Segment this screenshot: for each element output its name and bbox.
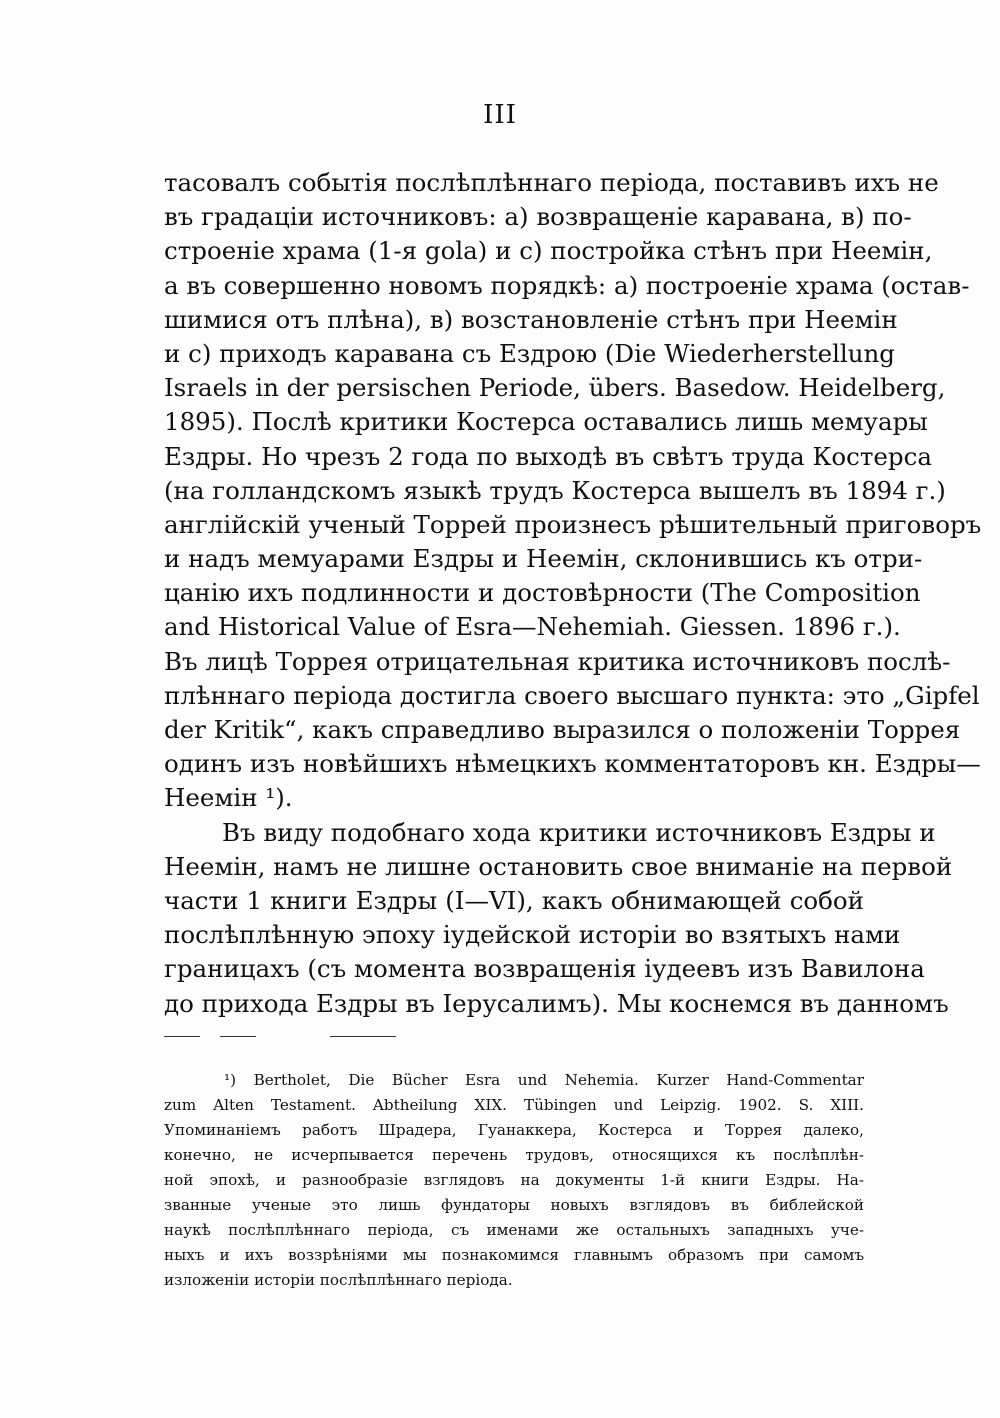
footnote-line: званные ученые это лишь фундаторы новыхъ взглядовъ въ библейской xyxy=(164,1196,864,1214)
footnote-line: наукѣ послѣплѣннаго періода, съ именами же остальныхъ западныхъ уче- xyxy=(164,1221,864,1239)
text-line: der Kritik“, какъ справедливо выразился о положеніи Торрея xyxy=(164,715,961,744)
text-line: въ градаціи источниковъ: а) возвращеніе каравана, в) по- xyxy=(164,202,912,232)
footnote-line: изложеніи исторіи послѣплѣннаго періода. xyxy=(164,1271,513,1289)
text-line: Въ лицѣ Торрея отрицательная критика источниковъ послѣ- xyxy=(164,646,951,676)
footnotes xyxy=(164,1068,864,1293)
footnote-separator xyxy=(164,1036,464,1040)
footnote-line: ной эпохѣ, и разнообразіе взглядовъ на документы 1-й книги Ездры. На- xyxy=(164,1171,864,1189)
text-line: и с) приходъ каравана съ Ездрою (Die Wiederherstellung xyxy=(164,338,895,368)
text-line-paragraph-end: Неемін ¹). xyxy=(164,783,293,813)
text-line: Неемін, намъ не лишне остановить свое вниманіе на первой xyxy=(164,851,953,881)
text-line: тасовалъ событія послѣплѣннаго періода, поставивъ ихъ не xyxy=(164,168,939,197)
text-line: а въ совершенно новомъ порядкѣ: а) построеніе храма (остав- xyxy=(164,270,970,300)
text-line: границахъ (съ момента возвращенія іудеевъ изъ Вавилона xyxy=(164,954,925,984)
text-line: до прихода Ездры въ Іерусалимъ). Мы коснемся въ данномъ xyxy=(164,988,949,1018)
text-line: послѣплѣнную эпоху іудейской исторіи во взятыхъ нами xyxy=(164,920,901,950)
footnote-line: zum Alten Testament. Abtheilung XIX. Tübingen und Leipzig. 1902. S. XIII. xyxy=(164,1096,864,1114)
text-line: 1895). Послѣ критики Костерса оставались лишь мемуары xyxy=(164,407,928,437)
footnote-line: конечно, не исчерпывается перечень трудовъ, относящихся къ послѣплѣн- xyxy=(164,1146,864,1164)
text-line: цанію ихъ подлинности и достовѣрности (The Composition xyxy=(164,578,921,608)
text-line: и надъ мемуарами Ездры и Неемін, склонившись къ отри- xyxy=(164,544,923,574)
text-line: одинъ изъ новѣйшихъ нѣмецкихъ комментаторовъ кн. Ездры— xyxy=(164,749,981,779)
footnote-line: ныхъ и ихъ воззрѣніями мы познакомимся главнымъ образомъ при самомъ xyxy=(164,1246,864,1264)
text-line: (на голландскомъ языкѣ трудъ Костерса вышелъ въ 1894 г.) xyxy=(164,475,946,505)
footnote-line: Упоминаніемъ работъ Шрадера, Гуанаккера, Костерса и Торрея далеко, xyxy=(164,1121,864,1139)
footnote-line: ¹) Bertholet, Die Bücher Esra und Nehemia. Kurzer Hand-Commentar xyxy=(224,1071,864,1089)
text-line: and Historical Value of Esra—Nehemiah. Giessen. 1896 г.). xyxy=(164,612,901,642)
main-text-body xyxy=(164,166,982,1021)
text-line: плѣннаго періода достигла своего высшаго пункта: это „Gipfel xyxy=(164,680,980,710)
text-line-paragraph-start: Въ виду подобнаго хода критики источниковъ Ездры и xyxy=(222,817,936,847)
page-number: III xyxy=(483,100,517,130)
text-line: англійскій ученый Торрей произнесъ рѣшительный приговоръ xyxy=(164,509,982,539)
text-line: части 1 книги Ездры (I—VI), какъ обнимающей собой xyxy=(164,885,864,915)
text-line: строеніе храма (1-я gola) и с) постройка стѣнъ при Неемін, xyxy=(164,236,933,266)
text-line: Israels in der persischen Periode, übers. Basedow. Heidelberg, xyxy=(164,373,946,403)
text-line: шимися отъ плѣна), в) возстановленіе стѣнъ при Неемін xyxy=(164,304,898,334)
text-line: Ездры. Но чрезъ 2 года по выходѣ въ свѣтъ труда Костерса xyxy=(164,441,932,471)
